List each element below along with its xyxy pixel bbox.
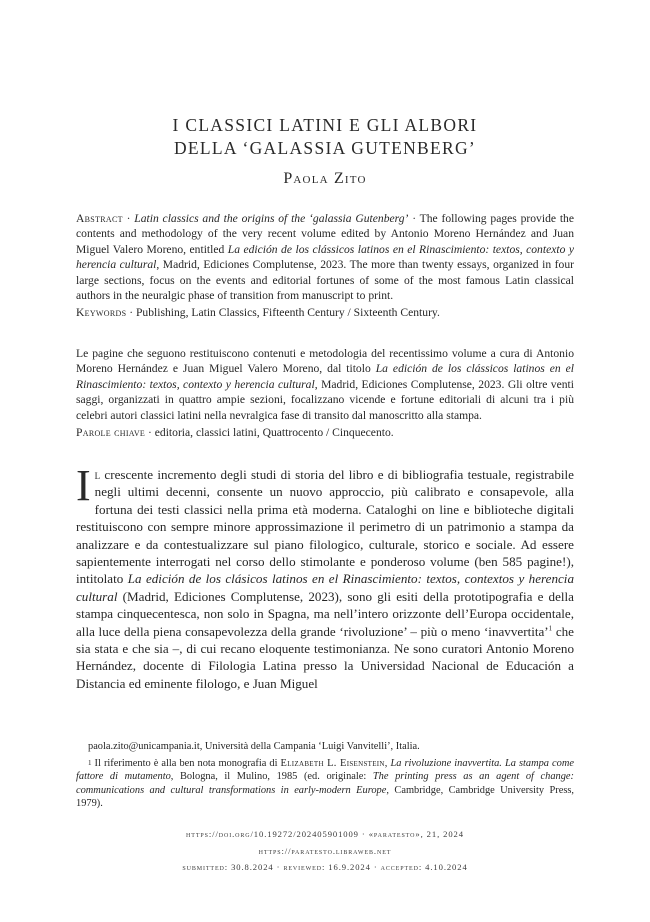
abstract-english-title: Latin classics and the origins of the ‘galassia Gutenberg’ bbox=[134, 212, 409, 225]
body-text-2: (Madrid, Ediciones Complutense, 2023), sono gli esiti della prototipografia e della stampa cinquecentesca, non solo in Spagna, ma nell’intero orizzonte dell’Europa occidentale, alla luce della piena consapevolezza della grande ‘rivoluzione’ – più o meno ‘inavvertita’ bbox=[76, 588, 574, 639]
keywords-english bbox=[76, 305, 574, 320]
riassunto-text bbox=[76, 346, 574, 423]
riassunto-text-1: Le pagine che seguono restituiscono contenuti e metodologia del recentissimo volume a cura di Antonio Moreno Hernández e Juan Miguel Valero Moreno, dal titolo bbox=[76, 347, 574, 376]
author-affiliation: paola.zito@unicampania.it, Università della Campania ‘Luigi Vanvitelli’, Italia. bbox=[88, 741, 420, 752]
abstract-italian bbox=[76, 346, 574, 440]
footnote-text-3: , Bologna, il Mulino, 1985 (ed. originale: bbox=[170, 771, 373, 783]
journal-url[interactable]: https://paratesto.libraweb.net bbox=[258, 845, 392, 856]
keywords-label: Keywords bbox=[76, 306, 127, 320]
colophon bbox=[76, 826, 574, 876]
footnote-marker[interactable]: 1 bbox=[548, 624, 553, 633]
submission-dates: submitted: 30.8.2024 · reviewed: 16.9.2024 · accepted: 4.10.2024 bbox=[182, 862, 468, 872]
abstract-text-1: · The following pages provide the contents and methodology of the very recent volume edited by Antonio Moreno Hernández and Juan Miguel Valero Moreno, entitled bbox=[76, 212, 574, 256]
body-paragraph bbox=[76, 461, 574, 692]
footnotes bbox=[76, 740, 574, 811]
keywords-italian bbox=[76, 425, 574, 440]
abstract-label: Abstract bbox=[76, 212, 123, 225]
footnote-title-italian: La rivoluzione inavvertita. La stampa come fattore di mutamento bbox=[76, 757, 574, 783]
abstract-english bbox=[76, 211, 574, 321]
riassunto-text-2: , Madrid, Ediciones Complutense, 2023. Gli oltre venti saggi, organizzati in quattro ampie sezioni, focalizzano vicende e fortune editoriali di alcuni tra i più celebri autori classici latini nella nevralgica fase di transito dal manoscritto alla stampa. bbox=[76, 377, 574, 422]
author-name: Paola Zito bbox=[283, 170, 367, 187]
keywords-list: · Publishing, Latin Classics, Fifteenth Century / Sixteenth Century. bbox=[126, 306, 440, 320]
lead-in: l bbox=[94, 467, 101, 482]
abstract-text-2: , Madrid, Ediciones Complutense, 2023. The more than twenty essays, organized in four large sections, focus on the events and editorial fortunes of some of the most famous Latin classical authors in the neuralgic phase of transition from manuscript to print. bbox=[76, 258, 574, 303]
body-book-title: La edición de los clásicos latinos en el Rinascimiento: textos, contextos y herencia cultural bbox=[76, 571, 574, 604]
footnote-title-original: The printing press as an agent of change: communications and cultural transformations in early-modern Europe bbox=[76, 771, 574, 796]
footnote-1 bbox=[76, 757, 574, 811]
abstract-separator: · bbox=[122, 212, 135, 225]
body-text-1: crescente incremento degli studi di storia del libro e di bibliografia testuale, registrabile negli ultimi decenni, consente un nuovo approccio, più calibrato e consapevole, alla fortuna dei testi classici nella prima età moderna. Cataloghi on line e biblioteche digitali restituiscono con sempre minore approssimazione il perimetro di un patrimonio a stampa da analizzare e da contestualizzare sul piano filologico, culturale, storico e sociale. Ad essere sapientemente interrogati nel corso dello stimolante e ponderoso volume (ben 585 pagine!), intitolato bbox=[76, 467, 574, 587]
drop-cap: I bbox=[76, 461, 91, 510]
title-line-1: I CLASSICI LATINI E GLI ALBORI bbox=[172, 115, 478, 135]
parole-chiave-list: · editoria, classici latini, Quattrocento / Cinquecento. bbox=[145, 426, 394, 440]
footnote-text-4: , Cambridge, Cambridge University Press, 1979). bbox=[76, 784, 575, 810]
doi-line[interactable]: https://doi.org/10.19272/202405901009 · «paratesto», 21, 2024 bbox=[186, 829, 464, 839]
body-text-3: che sia stata e che sia –, di cui recano eloquente testimonianza. Ne sono curatori Antonio Moreno Hernández, docente di Filologia Latina presso la Universidad Nacional de Educación a Distancia ed eminente filologo, e Juan Miguel bbox=[76, 623, 574, 691]
riassunto-book-title: La edición de los clássicos latinos en el Rinascimiento: textos, contexto y herencia cultural bbox=[76, 362, 574, 391]
article-title bbox=[76, 114, 574, 160]
footnote-text-2: , bbox=[384, 757, 391, 769]
parole-chiave-label: Parole chiave bbox=[76, 426, 146, 440]
abstract-book-title: La edición de los clássicos latinos en el Rinascimiento: textos, contexto y herencia cultural bbox=[76, 242, 574, 272]
footnote-number: 1 bbox=[88, 758, 92, 767]
title-line-2: DELLA ‘GALASSIA GUTENBERG’ bbox=[173, 138, 477, 158]
footnote-cited-author: Elizabeth L. Eisenstein bbox=[280, 757, 385, 769]
footnote-text-1: Il riferimento è alla ben nota monografia di bbox=[91, 757, 281, 769]
abstract-text bbox=[76, 211, 574, 303]
